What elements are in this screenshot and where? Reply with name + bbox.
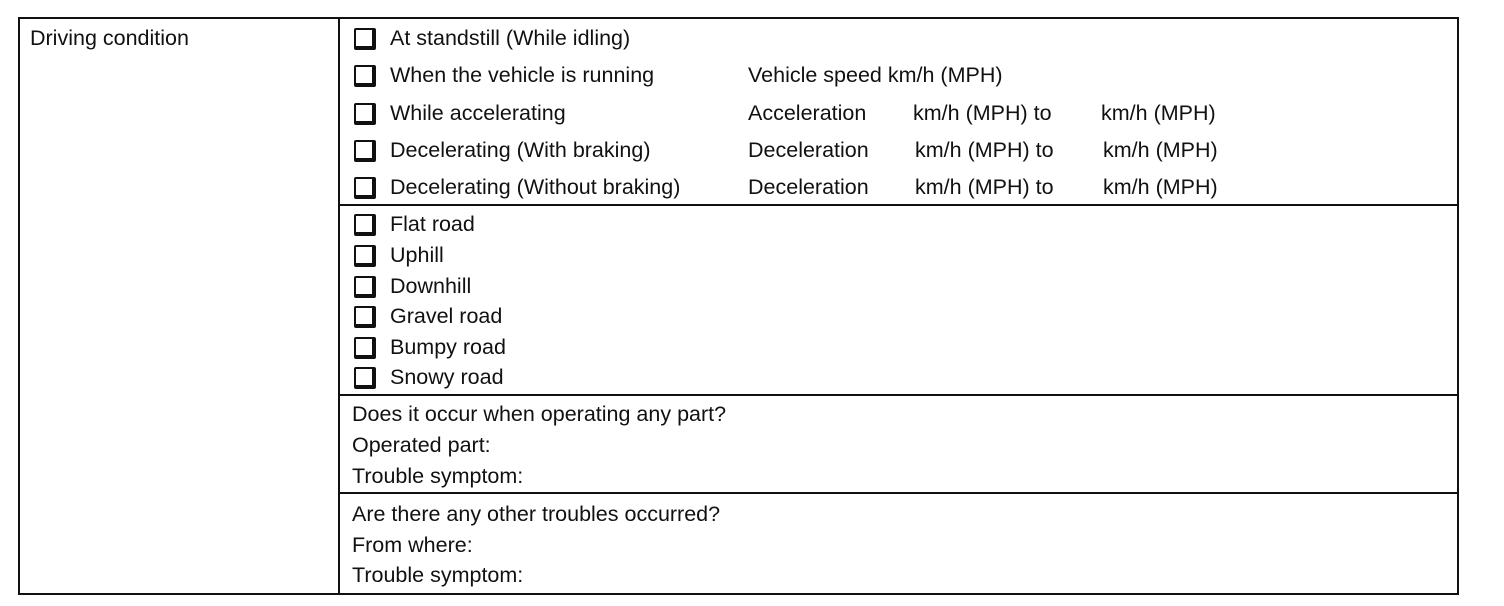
option-decelerating-no-braking: Decelerating (Without braking) [390,175,681,199]
option-bumpy-road: Bumpy road [390,335,506,359]
checkbox-snowy-road[interactable] [354,367,376,389]
deceleration-label: Deceleration [748,138,869,162]
row-divider [338,492,1459,494]
checkbox-decelerating-braking[interactable] [354,140,376,162]
checkbox-uphill[interactable] [354,245,376,267]
checkbox-gravel-road[interactable] [354,306,376,328]
deceleration-from-unit: km/h (MPH) to [915,138,1054,162]
from-where-label: From where: [352,533,473,557]
vehicle-speed-label: Vehicle speed km/h (MPH) [748,63,1003,87]
option-decelerating-braking: Decelerating (With braking) [390,138,651,162]
option-gravel-road: Gravel road [390,304,503,328]
deceleration-to-unit: km/h (MPH) [1103,175,1218,199]
operation-question: Does it occur when operating any part? [352,402,727,426]
other-trouble-symptom-label: Trouble symptom: [352,563,524,587]
option-accelerating: While accelerating [390,101,566,125]
option-downhill: Downhill [390,274,472,298]
acceleration-from-unit: km/h (MPH) to [913,101,1052,125]
other-troubles-question: Are there any other troubles occurred? [352,502,721,526]
driving-condition-table [18,17,1459,595]
option-vehicle-running: When the vehicle is running [390,63,655,87]
acceleration-to-unit: km/h (MPH) [1101,101,1216,125]
option-uphill: Uphill [390,243,444,267]
column-divider [338,17,340,595]
checkbox-decelerating-no-braking[interactable] [354,177,376,199]
operated-part-label: Operated part: [352,433,491,457]
checkbox-accelerating[interactable] [354,103,376,125]
option-at-standstill: At standstill (While idling) [390,26,631,50]
checkbox-bumpy-road[interactable] [354,337,376,359]
deceleration-from-unit: km/h (MPH) to [915,175,1054,199]
checkbox-at-standstill[interactable] [354,28,376,50]
checkbox-flat-road[interactable] [354,214,376,236]
acceleration-label: Acceleration [748,101,867,125]
option-snowy-road: Snowy road [390,365,504,389]
checkbox-vehicle-running[interactable] [354,65,376,87]
section-label: Driving condition [30,26,189,50]
deceleration-label: Deceleration [748,175,869,199]
operation-trouble-symptom-label: Trouble symptom: [352,464,524,488]
checkbox-downhill[interactable] [354,276,376,298]
option-flat-road: Flat road [390,212,475,236]
deceleration-to-unit: km/h (MPH) [1103,138,1218,162]
row-divider [338,394,1459,396]
row-divider [338,204,1459,206]
